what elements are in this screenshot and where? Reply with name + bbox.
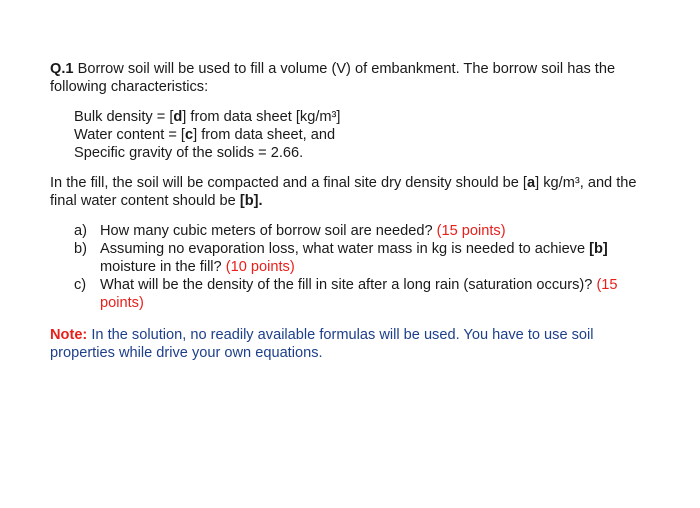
points-label: (15 points)	[100, 277, 618, 311]
subquestion-label: b)	[74, 241, 87, 257]
fill-requirements: In the fill, the soil will be compacted and a final site dry density should be [a] kg/m³, and the final water content should be [b].	[50, 175, 637, 209]
var-b: [b].	[239, 193, 263, 209]
question-document	[50, 60, 640, 362]
note-label: Note:	[50, 327, 88, 343]
note-text: In the solution, no readily available formulas will be used. You have to use soil properties while drive your own equations.	[50, 327, 594, 361]
var-c: c	[185, 127, 194, 143]
points-label: (10 points)	[225, 259, 295, 275]
var-b-inline: [b]	[589, 241, 608, 257]
question-intro	[50, 60, 640, 96]
soil-characteristics	[74, 108, 640, 162]
subquestion-label: c)	[74, 277, 87, 293]
var-a: a	[527, 175, 536, 191]
subquestion-c: c) What will be the density of the fill in site after a long rain (saturation occurs)? (15 points)	[74, 277, 618, 311]
characteristic-bulk-density: Bulk density = [d] from data sheet [kg/m³]	[74, 109, 341, 125]
characteristic-specific-gravity: Specific gravity of the solids = 2.66.	[74, 145, 304, 161]
intro-text: Borrow soil will be used to fill a volume (V) of embankment. The borrow soil has the following characteristics:	[50, 61, 616, 95]
var-d: d	[173, 109, 183, 125]
subquestion-b: b) Assuming no evaporation loss, what water mass in kg is needed to achieve [b] moisture in the fill? (10 points)	[74, 241, 608, 275]
points-label: (15 points)	[436, 223, 506, 239]
subquestion-a: a) How many cubic meters of borrow soil are needed? (15 points)	[74, 223, 506, 239]
characteristic-water-content: Water content = [c] from data sheet, and	[74, 127, 336, 143]
question-number: Q.1	[50, 61, 74, 77]
note-paragraph	[50, 326, 640, 362]
subquestion-list	[74, 222, 640, 312]
subquestion-label: a)	[74, 223, 87, 239]
